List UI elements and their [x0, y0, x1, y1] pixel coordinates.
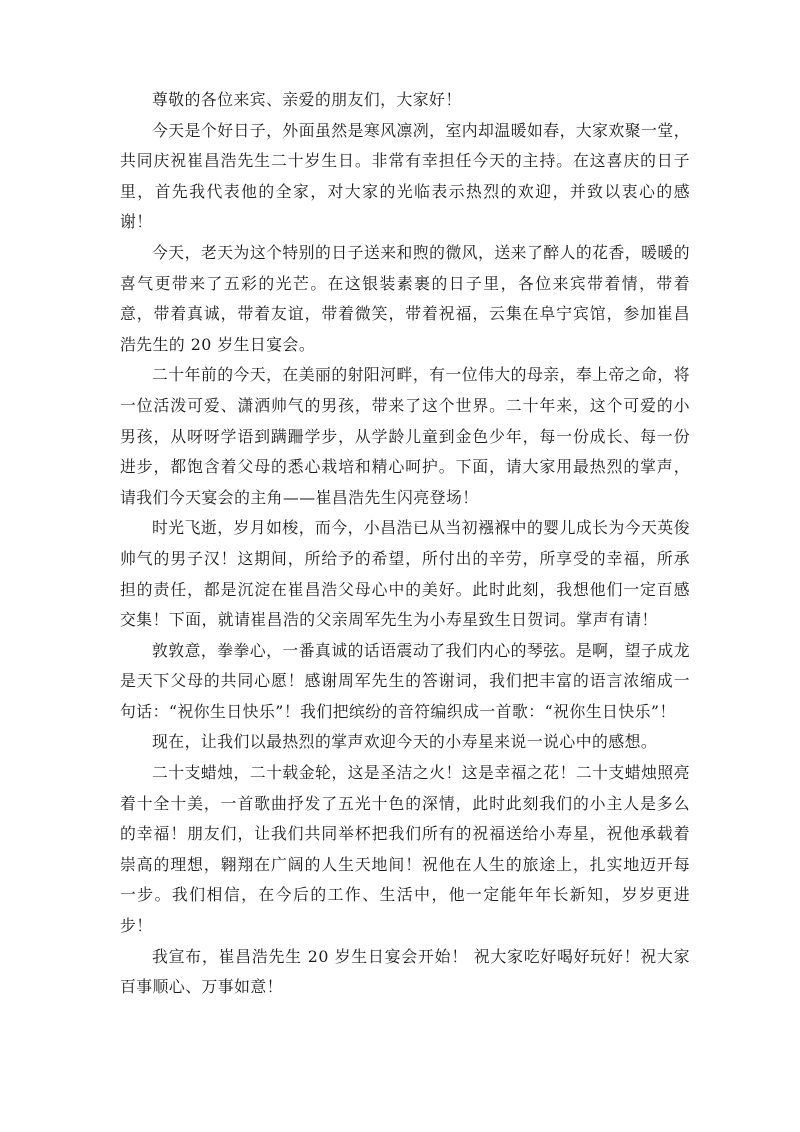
paragraph-announcement: 我宣布，崔昌浩先生 20 岁生日宴会开始！ 祝大家吃好喝好玩好！祝大家百事顺心、万事如意！ — [120, 946, 690, 997]
paragraph-invite-speech: 现在，让我们以最热烈的掌声欢迎今天的小寿星来说一说心中的感想。 — [152, 732, 658, 752]
paragraph-opening: 今天是个好日子，外面虽然是寒风凛冽，室内却温暖如春，大家欢聚一堂，共同庆祝崔昌浩先生二十岁生日。非常有幸担任今天的主持。在这喜庆的日子里，首先我代表他的全家，对大家的光临表示热烈的欢迎，并致以衷心的感谢！ — [120, 120, 690, 232]
document-body — [120, 85, 690, 1003]
paragraph-thanks: 敦敦意，拳拳心，一番真诚的话语震动了我们内心的琴弦。是啊，望子成龙是天下父母的共同心愿！感谢周军先生的答谢词，我们把丰富的语言浓缩成一句话：“祝你生日快乐”！我们把缤纷的音符编织成一首歌：“祝你生日快乐”！ — [120, 640, 690, 721]
paragraph-twenty-years: 二十年前的今天，在美丽的射阳河畔，有一位伟大的母亲，奉上帝之命，将一位活泼可爱、潇洒帅气的男孩，带来了这个世界。二十年来，这个可爱的小男孩，从呀呀学语到蹒跚学步，从学龄儿童到金色少年，每一份成长、每一份进步，都饱含着父母的悉心栽培和精心呵护。下面，请大家用最热烈的掌声，请我们今天宴会的主角——崔昌浩先生闪亮登场！ — [120, 365, 690, 507]
paragraph-greeting: 尊敬的各位来宾、亲爱的朋友们，大家好！ — [152, 90, 462, 109]
paragraph-candles: 二十支蜡烛，二十载金轮，这是圣洁之火！这是幸福之花！二十支蜡烛照亮着十全十美，一首歌曲抒发了五光十色的深情，此时此刻我们的小主人是多么的幸福！朋友们，让我们共同举杯把我们所有的祝福送给小寿星，祝他承载着崇高的理想，翱翔在广阔的人生天地间！祝他在人生的旅途上，扎实地迈开每一步。我们相信，在今后的工作、生活中，他一定能年年长新知，岁岁更进步！ — [120, 763, 690, 936]
paragraph-time-flies: 时光飞逝，岁月如梭，而今，小昌浩已从当初襁褓中的婴儿成长为今天英俊帅气的男子汉！这期间，所给予的希望，所付出的辛劳，所享受的幸福，所承担的责任，都是沉淀在崔昌浩父母心中的美好。此时此刻，我想他们一定百感交集！下面，就请崔昌浩的父亲周军先生为小寿星致生日贺词。掌声有请！ — [120, 518, 690, 630]
paragraph-weather: 今天，老天为这个特别的日子送来和煦的微风，送来了醉人的花香，暖暖的喜气更带来了五彩的光芒。在这银装素裹的日子里，各位来宾带着情，带着意，带着真诚，带着友谊，带着微笑，带着祝福，云集在阜宁宾馆，参加崔昌浩先生的 20 岁生日宴会。 — [120, 242, 690, 354]
